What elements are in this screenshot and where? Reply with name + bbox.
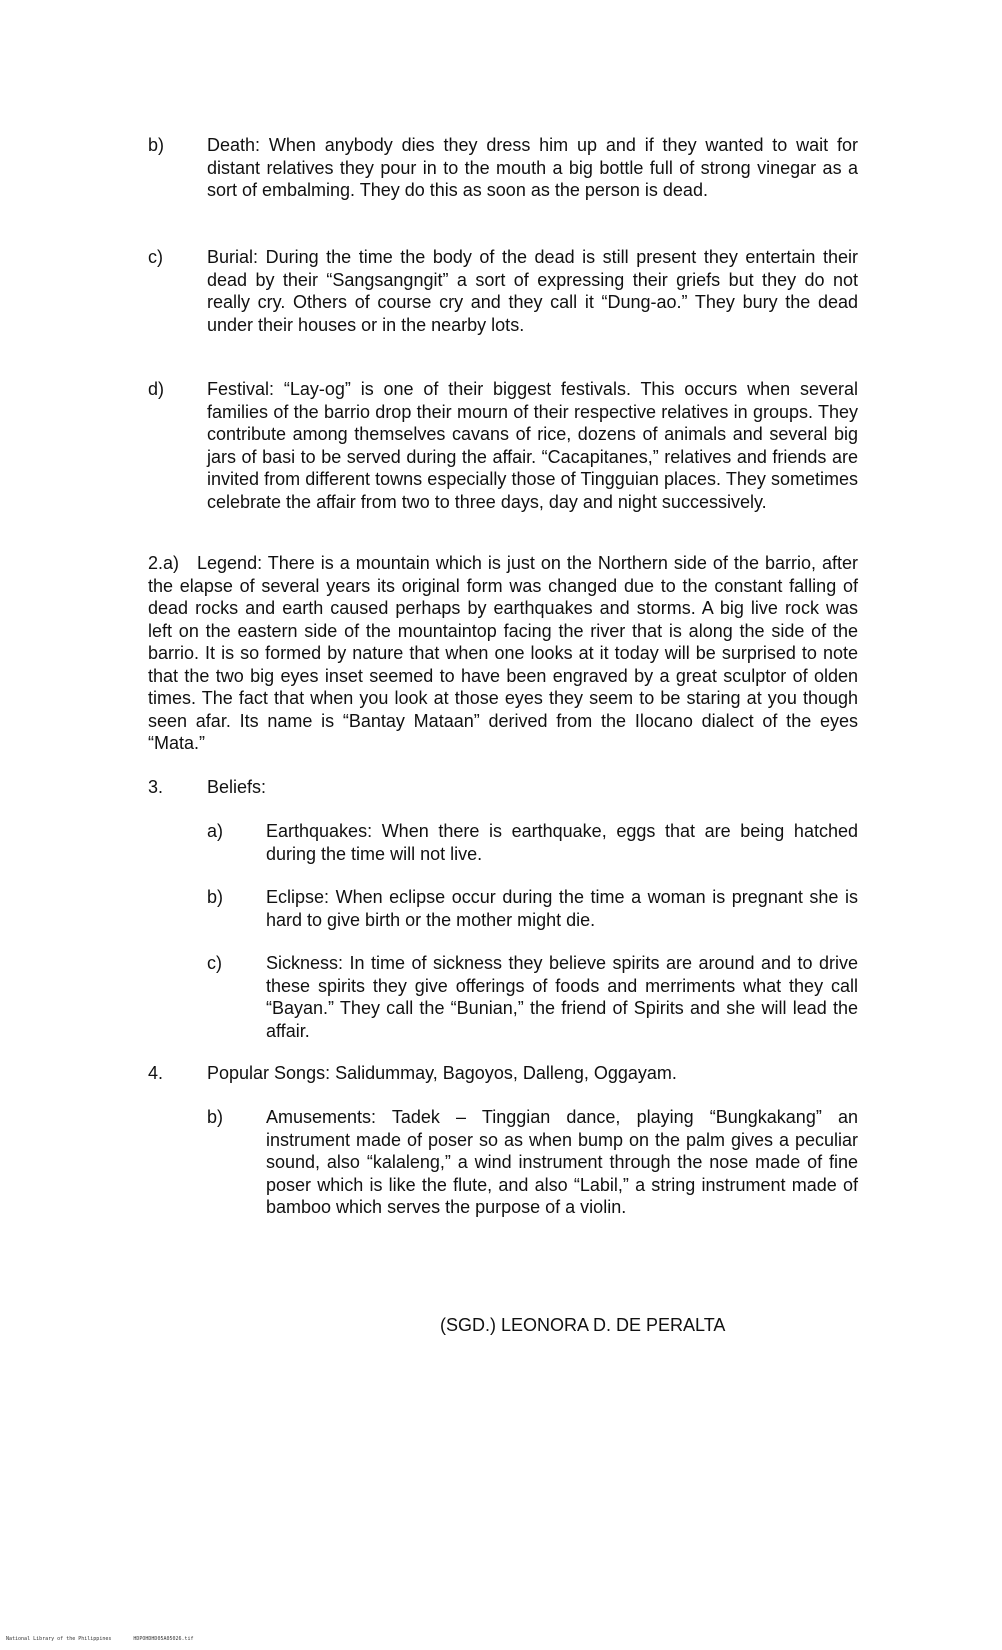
amusements-text: Amusements: Tadek – Tinggian dance, playing “Bungkakang” an instrument made of poser so as when bump on the palm gives a peculiar sound, also “kalaleng,” a wind instrument through the nose made of fine poser which is like the flute, and also “Labil,” a string instrument made of bamboo which serves the purpose of a violin.	[266, 1107, 858, 1217]
belief-eclipse	[207, 886, 858, 931]
section-death	[148, 134, 858, 202]
item-label: c)	[207, 953, 222, 973]
popular-songs-text: Popular Songs: Salidummay, Bagoyos, Dalleng, Oggayam.	[207, 1063, 677, 1083]
item-label: b)	[207, 887, 224, 907]
item-label: 3.	[148, 777, 164, 797]
scan-footer	[6, 1636, 194, 1642]
section-festival	[148, 378, 858, 513]
belief-earthquakes	[207, 820, 858, 865]
item-label: b)	[207, 1107, 224, 1127]
item-label: 4.	[148, 1063, 164, 1083]
footer-code: HDPOHDHD05A05026.tif	[133, 1636, 194, 1642]
footer-library: National Library of the Philippines	[6, 1636, 112, 1642]
sickness-text: Sickness: In time of sickness they believe spirits are around and to drive these spirits they give offerings of foods and merriments what they call “Bayan.” They call the “Bunian,” the friend of Spirits and she will lead the affair.	[266, 953, 858, 1041]
item-label: a)	[207, 821, 224, 841]
section-beliefs	[148, 776, 858, 799]
section-popular-songs	[148, 1062, 858, 1085]
item-label: c)	[148, 247, 163, 267]
item-label: d)	[148, 379, 165, 399]
section-burial	[148, 246, 858, 336]
belief-sickness	[207, 952, 858, 1042]
death-text: Death: When anybody dies they dress him up and if they wanted to wait for distant relatives they pour in to the mouth a big bottle full of strong vinegar as a sort of embalming. They do this as soon as the person is dead.	[207, 135, 858, 200]
earthquakes-text: Earthquakes: When there is earthquake, eggs that are being hatched during the time will not live.	[266, 821, 858, 864]
beliefs-heading: Beliefs:	[207, 777, 267, 797]
eclipse-text: Eclipse: When eclipse occur during the time a woman is pregnant she is hard to give birth or the mother might die.	[266, 887, 858, 930]
item-label: b)	[148, 135, 165, 155]
festival-text: Festival: “Lay-og” is one of their biggest festivals. This occurs when several families of the barrio drop their mourn of their respective relatives in groups. They contribute among themselves cavans of rice, dozens of animals and several big jars of basi to be served during the affair. “Cacapitanes,” relatives and friends are invited from different towns especially those of Tingguian places. They sometimes celebrate the affair from two to three days, day and night successively.	[207, 379, 858, 512]
burial-text: Burial: During the time the body of the dead is still present they entertain their dead by their “Sangsangngit” a sort of expressing their griefs but they do not really cry. Others of course cry and they call it “Dung-ao.” They bury the dead under their houses or in the nearby lots.	[207, 247, 858, 335]
signature-line: (SGD.) LEONORA D. DE PERALTA	[440, 1315, 726, 1335]
section-amusements	[207, 1106, 858, 1219]
legend-paragraph: 2.a) Legend: There is a mountain which is just on the Northern side of the barrio, after the elapse of several years its original form was changed due to the constant falling of dead rocks and earth caused perhaps by earthquakes and storms. A big live rock was left on the eastern side of the mountaintop facing the river that is along the side of the barrio. It is so formed by nature that when one looks at it today will be surprised to note that the two big eyes inset seemed to have been engraved by a great sculptor of olden times. The fact that when you look at those eyes they seem to be staring at you though seen afar. Its name is “Bantay Mataan” derived from the Ilocano dialect of the eyes “Mata.”	[148, 553, 864, 753]
